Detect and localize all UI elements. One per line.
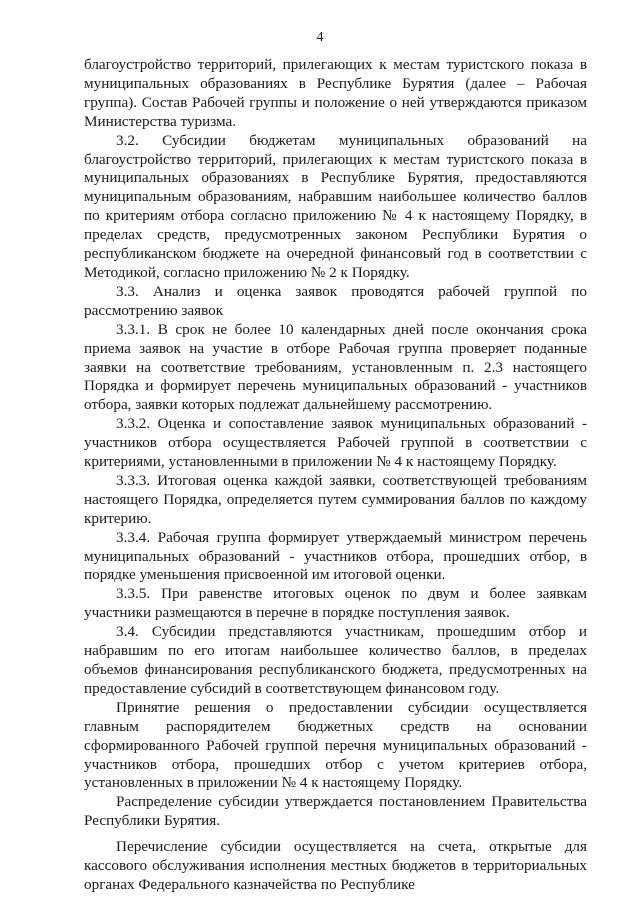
paragraph-3-3-1: 3.3.1. В срок не более 10 календарных дней после окончания срока приема заявок на участие в отборе Рабочая группа проверяет поданные заявки на соответствие требованиям, установленным п. 2.3 настоящего Порядка и формирует перечень муниципальных образований - участников отбора, заявки которых подлежат дальнейшему рассмотрению. — [84, 320, 587, 414]
paragraph-3-4: 3.4. Субсидии представляются участникам, прошедшим отбор и набравшим по его итогам наибольшее количество баллов, в пределах объемов финансирования республиканского бюджета, предусмотренных на предоставление субсидий в соответствующем финансовом году. — [84, 623, 587, 697]
paragraph-intro-continuation: благоустройство территорий, прилегающих к местам туристского показа в муниципальных образованиях в Республике Бурятия (далее – Рабочая группа). Состав Рабочей группы и положение о ней утверждаются приказом Министерства туризма. — [84, 56, 587, 130]
paragraph-decision: Принятие решения о предоставлении субсидии осуществляется главным распорядителем бюджетных средств на основании сформированного Рабочей группой перечня муниципальных образований - участников отбора, прошедших отбор с учетом критериев отбора, установленных в приложении № 4 к настоящему Порядку. — [84, 698, 587, 792]
paragraph-3-3-4: 3.3.4. Рабочая группа формирует утверждаемый министром перечень муниципальных образований - участников отбора, прошедших отбор, в порядке уменьшения присвоенной им итоговой оценки. — [84, 528, 587, 584]
paragraph-3-3: 3.3. Анализ и оценка заявок проводятся рабочей группой по рассмотрению заявок — [84, 282, 587, 319]
document-body — [84, 56, 587, 895]
paragraph-3-3-3: 3.3.3. Итоговая оценка каждой заявки, соответствующей требованиям настоящего Порядка, определяется путем суммирования баллов по каждому критерию. — [84, 471, 587, 527]
paragraph-distribution: Распределение субсидии утверждается постановлением Правительства Республики Бурятия. — [84, 793, 587, 830]
paragraph-3-3-5: 3.3.5. При равенстве итоговых оценок по двум и более заявкам участники размещаются в перечне в порядке поступления заявок. — [84, 585, 587, 622]
page-number: 4 — [316, 30, 324, 45]
paragraph-3-2: 3.2. Субсидии бюджетам муниципальных образований на благоустройство территорий, прилегающих к местам туристского показа в муниципальных образованиях в Республике Бурятия, предоставляются муниципальным образованиям, набравшим наибольшее количество баллов по критериям отбора согласно приложению № 4 к настоящему Порядку, в пределах средств, предусмотренных законом Республики Бурятия о республиканском бюджете на очередной финансовый год в соответствии с Методикой, согласно приложению № 2 к Порядку. — [84, 131, 587, 281]
paragraph-3-3-2: 3.3.2. Оценка и сопоставление заявок муниципальных образований - участников отбора осуществляется Рабочей группой в соответствии с критериями, установленными в приложении № 4 к настоящему Порядку. — [84, 415, 587, 471]
paragraph-transfer: Перечисление субсидии осуществляется на счета, открытые для кассового обслуживания исполнения местных бюджетов в территориальных органах Федерального казначейства по Республике — [84, 838, 587, 893]
